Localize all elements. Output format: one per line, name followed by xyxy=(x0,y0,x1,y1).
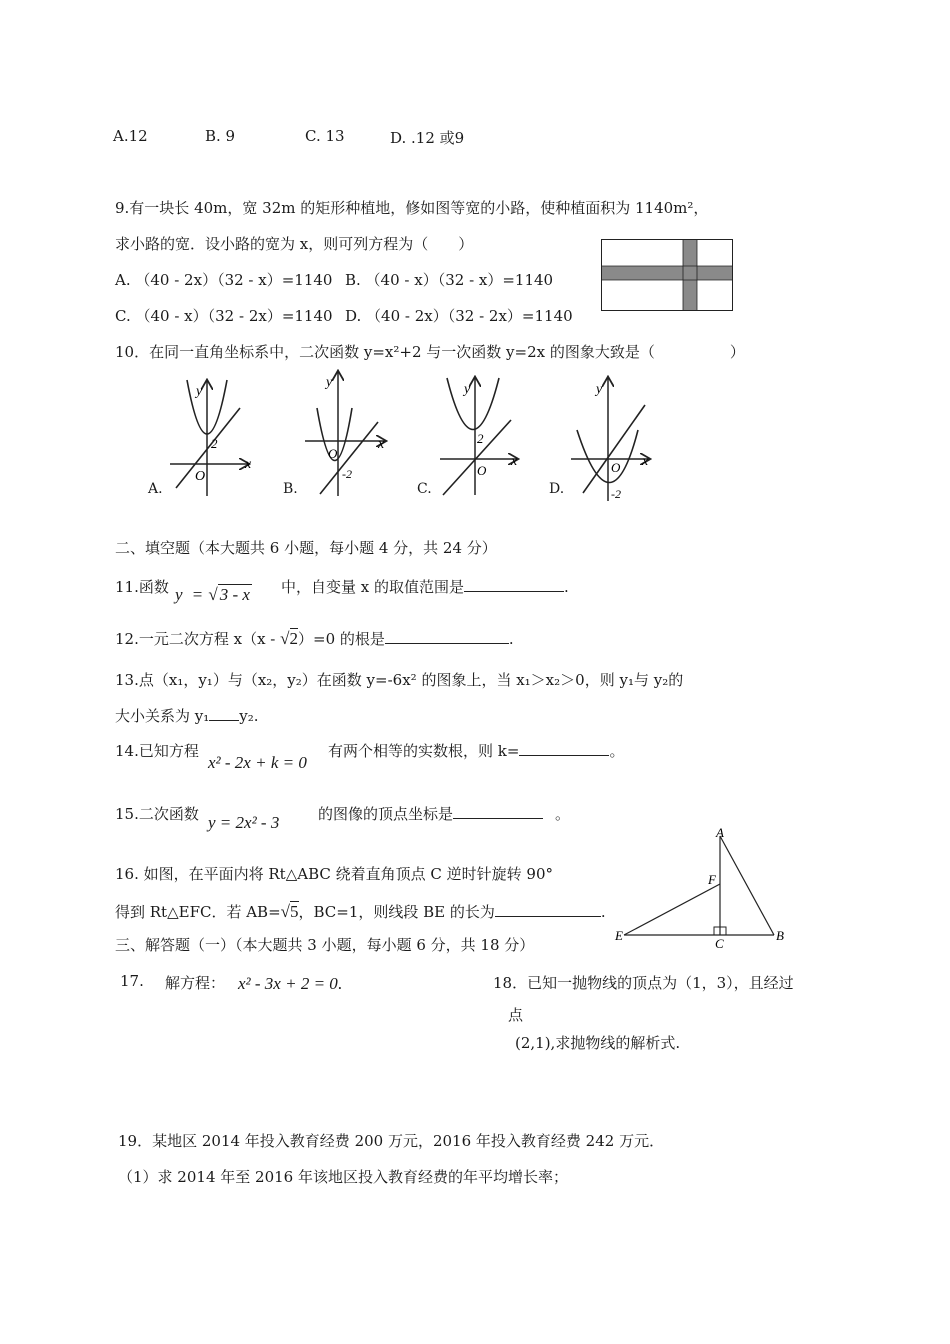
q10-stem: 10．在同一直角坐标系中，二次函数 y=x²+2 与一次函数 y=2x 的图象大致是（ ） xyxy=(115,343,745,361)
x-label: x xyxy=(378,437,385,452)
q14-text-end: 。 xyxy=(609,742,625,760)
q13-line1: 13.点（x₁，y₁）与（x₂，y₂）在函数 y=-6x² 的图象上，当 x₁＞x₂＞0，则 y₁与 y₂的 xyxy=(115,671,684,689)
q11-formula-y: y xyxy=(175,585,183,604)
q16-line2-end: . xyxy=(600,903,606,921)
q15-label: 15.二次函数 xyxy=(115,805,199,823)
q17-formula-text: x² - 3x + 2 = 0 xyxy=(238,974,338,993)
q10-graph-b xyxy=(300,368,400,498)
origin-label: O xyxy=(195,469,206,484)
q16-line1: 16. 如图，在平面内将 Rt△ABC 绕着直角顶点 C 逆时针旋转 90° xyxy=(115,865,553,883)
label-c: C xyxy=(715,936,724,950)
q8-option-b: B. 9 xyxy=(205,127,236,145)
q17-label: 解方程： xyxy=(165,974,226,992)
q10-label-a: A. xyxy=(148,481,163,497)
q16-triangle-figure xyxy=(612,822,797,950)
q10-label-b: B. xyxy=(283,481,298,497)
q17-number: 17. xyxy=(120,972,144,990)
q18-line1: 18．已知一抛物线的顶点为（1，3），且经过 xyxy=(493,974,794,992)
q13-line2 xyxy=(115,705,259,726)
q9-option-a: A. （40 - 2x）（32 - x）=1140 xyxy=(115,271,333,289)
label-a: A xyxy=(716,825,724,840)
q9-option-c: C. （40 - x）（32 - 2x）=1140 xyxy=(115,307,333,325)
q15-text xyxy=(318,803,570,824)
q15-text-end: 。 xyxy=(555,805,571,823)
q10-graph-d xyxy=(565,375,665,503)
q11-text xyxy=(281,576,569,597)
q11-text-body: 中，自变量 x 的取值范围是 xyxy=(281,578,464,596)
origin-label: O xyxy=(477,463,487,478)
q11-label: 11.函数 xyxy=(115,578,169,596)
q10-label-d: D. xyxy=(549,481,565,497)
x-label: x xyxy=(511,454,518,469)
q9-stem-line2: 求小路的宽．设小路的宽为 x，则可列方程为（ ） xyxy=(115,235,474,253)
q12-post: ）=0 的根是 xyxy=(298,630,385,648)
q16-radicand: 5 xyxy=(290,902,299,921)
q16-line2: 得到 Rt△EFC．若 AB=√5，BC=1，则线段 BE 的长为 . xyxy=(115,902,606,921)
q12-end: . xyxy=(508,630,514,648)
y-label: y xyxy=(464,382,471,397)
q16-line2-post: ，BC=1，则线段 BE 的长为 xyxy=(298,903,495,921)
y-label: y xyxy=(326,375,333,390)
q17-formula xyxy=(238,974,342,994)
line xyxy=(176,408,240,488)
section-2-title: 二、填空题（本大题共 6 小题，每小题 4 分，共 24 分） xyxy=(115,539,497,557)
horizontal-path xyxy=(602,266,732,280)
x-label: x xyxy=(642,454,649,469)
label-f: F xyxy=(708,872,716,887)
q9-option-b: B. （40 - x）（32 - x）=1140 xyxy=(345,271,554,289)
q18-line3: (2,1),求抛物线的解析式. xyxy=(515,1034,681,1052)
parabola xyxy=(447,378,499,430)
q17-end: . xyxy=(337,974,343,993)
line xyxy=(583,405,645,493)
section-3-title: 三、解答题（一）（本大题共 3 小题，每小题 6 分，共 18 分） xyxy=(115,936,535,954)
q8-option-c: C. 13 xyxy=(305,127,345,145)
label-b: B xyxy=(776,928,784,943)
tick-neg-2: -2 xyxy=(342,467,352,481)
q11-formula-eq: = xyxy=(192,585,203,604)
q11-radicand: 3 - x xyxy=(219,585,250,604)
tick-2: 2 xyxy=(477,431,484,446)
q12-text: 12.一元二次方程 x（x - √2）=0 的根是 . xyxy=(115,629,514,648)
q14-label: 14.已知方程 xyxy=(115,742,199,760)
q13-line2-post: y₂. xyxy=(239,707,259,725)
q10-graph-c xyxy=(435,375,535,498)
x-label: x xyxy=(245,457,252,472)
q8-option-d: D. .12 或9 xyxy=(390,129,465,147)
q15-text-body: 的图像的顶点坐标是 xyxy=(318,805,454,823)
q10-graph-a xyxy=(160,378,260,498)
q10-label-c: C. xyxy=(417,481,432,497)
q19-line2: （1）求 2014 年至 2016 年该地区投入教育经费的年平均增长率； xyxy=(118,1168,568,1186)
q8-option-a: A.12 xyxy=(113,127,148,145)
q13-line2-pre: 大小关系为 y₁ xyxy=(115,707,210,725)
q15-formula: y = 2x² - 3 xyxy=(208,813,280,832)
vertical-path xyxy=(683,240,697,310)
q11-formula: y = √ 3 - x xyxy=(175,585,250,604)
q14-text xyxy=(328,740,624,761)
q14-formula: x² - 2x + k = 0 xyxy=(208,753,307,772)
q11-text-end: . xyxy=(564,578,569,596)
label-e: E xyxy=(615,928,623,943)
q9-stem-line1: 9.有一块长 40m，宽 32m 的矩形种植地，修如图等宽的小路，使种植面积为 1140m²， xyxy=(115,199,709,217)
q19-line1: 19．某地区 2014 年投入教育经费 200 万元，2016 年投入教育经费 242 万元． xyxy=(118,1132,665,1150)
tick-neg-2: -2 xyxy=(611,487,621,501)
q18-line2: 点 xyxy=(508,1006,524,1024)
y-label: y xyxy=(196,384,203,399)
origin-label: O xyxy=(611,460,621,475)
q16-line2-pre: 得到 Rt△EFC．若 AB= xyxy=(115,903,281,921)
q9-field-figure xyxy=(601,239,734,312)
q12-pre: 12.一元二次方程 x（x - xyxy=(115,630,276,648)
q12-radicand: 2 xyxy=(289,629,299,648)
y-label: y xyxy=(596,382,603,397)
q14-text-body: 有两个相等的实数根，则 k= xyxy=(328,742,520,760)
q9-option-d: D. （40 - 2x）（32 - 2x）=1140 xyxy=(345,307,573,325)
tick-2: 2 xyxy=(211,436,218,451)
origin-label: O xyxy=(328,446,338,461)
